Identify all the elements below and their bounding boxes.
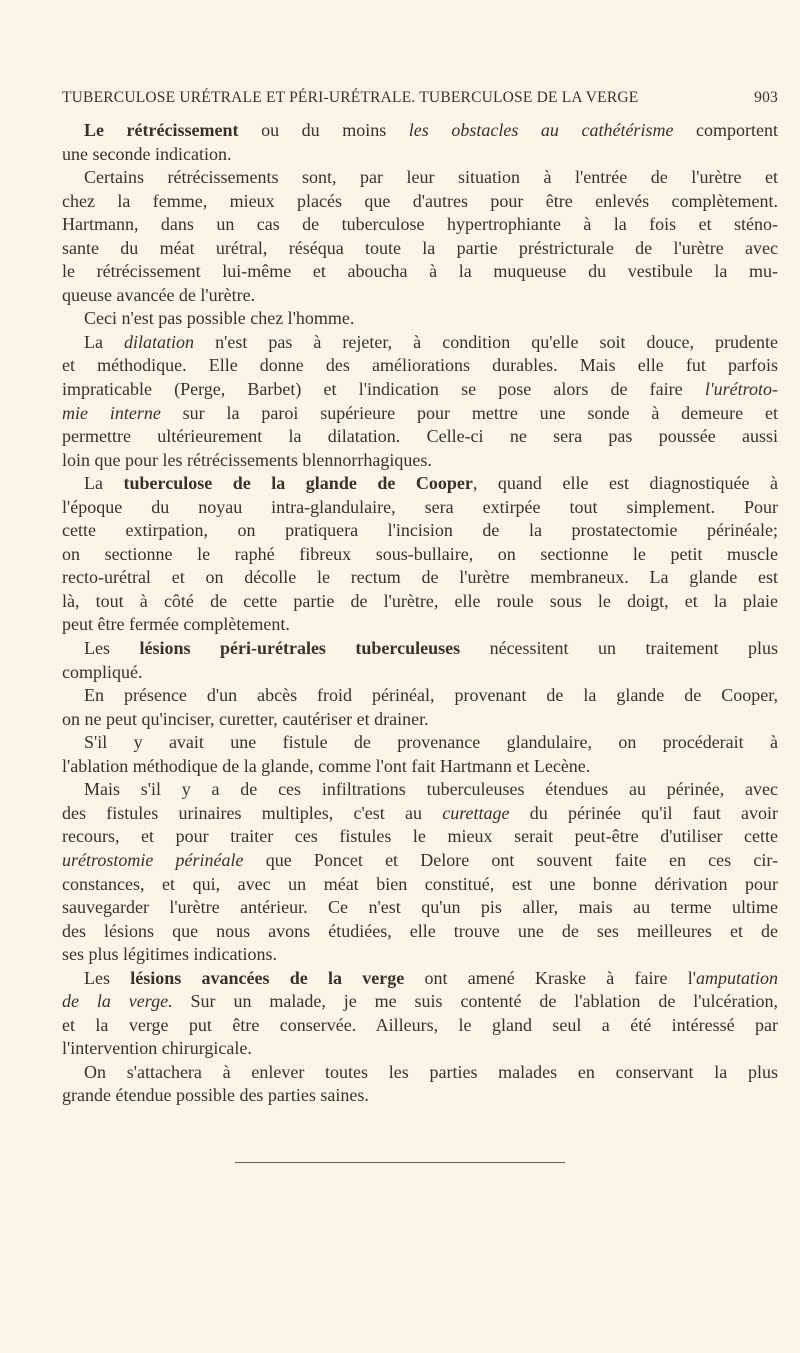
- text-run: peut être fermée complètement.: [62, 614, 290, 635]
- bold-text: tuberculose de la glande de Cooper: [123, 473, 473, 494]
- text-run: permettre ultérieurement la dilatation. Celle-ci ne sera pas poussée aussi: [62, 426, 778, 447]
- paragraph: [62, 684, 778, 731]
- text-run: et méthodique. Elle donne des améliorations durables. Mais elle fut parfois: [62, 355, 778, 376]
- text-line: [62, 920, 778, 944]
- italic-text: amputation: [695, 967, 778, 988]
- text-line: [62, 402, 778, 426]
- italic-text: curettage: [442, 802, 510, 823]
- text-run: recours, et pour traiter ces fistules le mieux serait peut-être d'utiliser cette: [62, 826, 778, 847]
- text-run: Les: [84, 638, 140, 659]
- text-line: [62, 661, 778, 685]
- text-line: [62, 1061, 778, 1085]
- paragraph: [62, 331, 778, 472]
- text-run: La: [84, 331, 125, 352]
- text-run: que Poncet et Delore ont souvent faite en ces cir-: [243, 849, 778, 870]
- text-line: [62, 778, 778, 802]
- text-run: sur la paroi supérieure pour mettre une sonde à demeure et: [160, 402, 778, 423]
- text-run: recto-urétral et on décolle le rectum de l'urètre membraneux. La glande est: [62, 567, 778, 588]
- text-line: [62, 967, 778, 991]
- text-run: Hartmann, dans un cas de tuberculose hypertrophiante à la fois et sténo-: [62, 214, 778, 235]
- text-line: [62, 190, 778, 214]
- text-run: On s'attachera à enlever toutes les parties malades en conservant la plus: [84, 1061, 778, 1082]
- running-header: [62, 89, 778, 111]
- text-line: [62, 237, 778, 261]
- text-run: nécessitent un traitement plus: [460, 638, 778, 659]
- text-line: [62, 802, 778, 826]
- text-line: [62, 331, 778, 355]
- text-run: queuse avancée de l'urètre.: [62, 284, 256, 305]
- text-run: compliqué.: [62, 661, 143, 682]
- text-line: [62, 519, 778, 543]
- text-run: Mais s'il y a de ces infiltrations tuberculeuses étendues au périnée, avec: [84, 779, 778, 800]
- text-run: Ceci n'est pas possible chez l'homme.: [84, 308, 355, 329]
- text-run: sauvegarder l'urètre antérieur. Ce n'est qu'un pis aller, mais au terme ultime: [62, 897, 778, 918]
- text-line: [62, 873, 778, 897]
- text-line: [62, 284, 778, 308]
- text-run: La: [84, 473, 124, 494]
- text-run: une seconde indication.: [62, 143, 232, 164]
- text-run: du périnée qu'il faut avoir: [509, 802, 778, 823]
- text-line: [62, 496, 778, 520]
- text-run: cette extirpation, on pratiquera l'incision de la prostatectomie périnéale;: [62, 520, 778, 541]
- text-run: des lésions que nous avons étudiées, elle trouve une de ses meilleures et de: [62, 920, 778, 941]
- text-line: [62, 825, 778, 849]
- text-line: [62, 119, 778, 143]
- italic-text: les obstacles au cathétérisme: [408, 120, 674, 140]
- paragraph: [62, 637, 778, 684]
- page-number: 903: [754, 89, 778, 106]
- text-run: Les: [84, 967, 131, 988]
- text-run: sante du méat urétral, réséqua toute la partie préstricturale de l'urètre avec: [62, 237, 778, 258]
- text-line: [62, 260, 778, 284]
- text-run: on ne peut qu'inciser, curetter, cautériser et drainer.: [62, 708, 429, 729]
- paragraph: [62, 307, 778, 331]
- italic-text: mie interne: [62, 402, 161, 423]
- italic-text: de la verge.: [62, 991, 173, 1012]
- text-run: comportent: [673, 120, 778, 140]
- text-line: [62, 755, 778, 779]
- text-line: [62, 472, 778, 496]
- text-run: ses plus légitimes indications.: [62, 944, 277, 965]
- text-line: [62, 166, 778, 190]
- paragraph: [62, 778, 778, 966]
- text-run: là, tout à côté de cette partie de l'urètre, elle roule sous le doigt, et la plaie: [62, 590, 778, 611]
- text-line: [62, 543, 778, 567]
- paragraph: [62, 967, 778, 1061]
- text-line: [62, 449, 778, 473]
- text-line: [62, 566, 778, 590]
- text-run: des fistules urinaires multiples, c'est au: [62, 802, 443, 823]
- text-line: [62, 637, 778, 661]
- text-run: on sectionne le raphé fibreux sous-bullaire, on sectionne le petit muscle: [62, 543, 778, 564]
- bold-text: lésions avancées de la verge: [130, 967, 405, 988]
- paragraph: [62, 1061, 778, 1108]
- text-run: n'est pas à rejeter, à condition qu'elle soit douce, prudente: [194, 331, 779, 352]
- text-line: [62, 213, 778, 237]
- running-header-title: TUBERCULOSE URÉTRALE ET PÉRI-URÉTRALE. TUBERCULOSE DE LA VERGE: [62, 89, 639, 106]
- paragraph: [62, 166, 778, 307]
- text-line: [62, 708, 778, 732]
- text-run: constances, et qui, avec un méat bien constitué, est une bonne dérivation pour: [62, 873, 778, 894]
- text-run: l'époque du noyau intra-glandulaire, sera extirpée tout simplement. Pour: [62, 496, 778, 517]
- italic-text: l'urétroto-: [704, 379, 778, 400]
- text-run: ont amené Kraske à faire l': [404, 967, 696, 988]
- paragraph: [62, 119, 778, 166]
- text-run: grande étendue possible des parties saines.: [62, 1085, 369, 1106]
- text-line: [62, 731, 778, 755]
- text-run: En présence d'un abcès froid périnéal, provenant de la glande de Cooper,: [84, 685, 778, 706]
- text-line: [62, 1014, 778, 1038]
- text-line: [62, 613, 778, 637]
- paragraph: [62, 731, 778, 778]
- text-line: [62, 354, 778, 378]
- text-run: ou du moins: [238, 120, 409, 140]
- bold-text: lésions péri-urétrales tuberculeuses: [139, 638, 461, 659]
- text-run: impraticable (Perge, Barbet) et l'indication se pose alors de faire: [62, 379, 705, 400]
- text-line: [62, 307, 778, 331]
- italic-text: dilatation: [124, 331, 195, 352]
- italic-text: urétrostomie périnéale: [62, 849, 244, 870]
- text-run: Sur un malade, je me suis contenté de l'ablation de l'ulcération,: [172, 991, 778, 1012]
- text-run: le rétrécissement lui-même et aboucha à la muqueuse du vestibule la mu-: [62, 261, 778, 282]
- paragraph: [62, 472, 778, 637]
- text-line: [62, 425, 778, 449]
- text-line: [62, 590, 778, 614]
- text-run: et la verge put être conservée. Ailleurs, le gland seul a été intéressé par: [62, 1014, 778, 1035]
- text-run: chez la femme, mieux placés que d'autres pour être enlevés complètement.: [62, 190, 778, 211]
- text-line: [62, 896, 778, 920]
- text-line: [62, 378, 778, 402]
- text-line: [62, 990, 778, 1014]
- text-run: , quand elle est diagnostiquée à: [472, 473, 779, 494]
- text-run: loin que pour les rétrécissements blennorrhagiques.: [62, 449, 432, 470]
- bold-text: Le rétrécissement: [84, 120, 239, 140]
- text-run: l'intervention chirurgicale.: [62, 1038, 252, 1059]
- section-divider-rule: [235, 1162, 565, 1163]
- text-line: [62, 849, 778, 873]
- body-text: [62, 119, 778, 1108]
- text-run: l'ablation méthodique de la glande, comme l'ont fait Hartmann et Lecène.: [62, 755, 591, 776]
- text-line: [62, 943, 778, 967]
- text-line: [62, 143, 778, 167]
- text-line: [62, 1084, 778, 1108]
- text-run: Certains rétrécissements sont, par leur situation à l'entrée de l'urètre et: [84, 167, 778, 188]
- text-line: [62, 684, 778, 708]
- text-run: S'il y avait une fistule de provenance glandulaire, on procéderait à: [84, 732, 778, 753]
- text-line: [62, 1037, 778, 1061]
